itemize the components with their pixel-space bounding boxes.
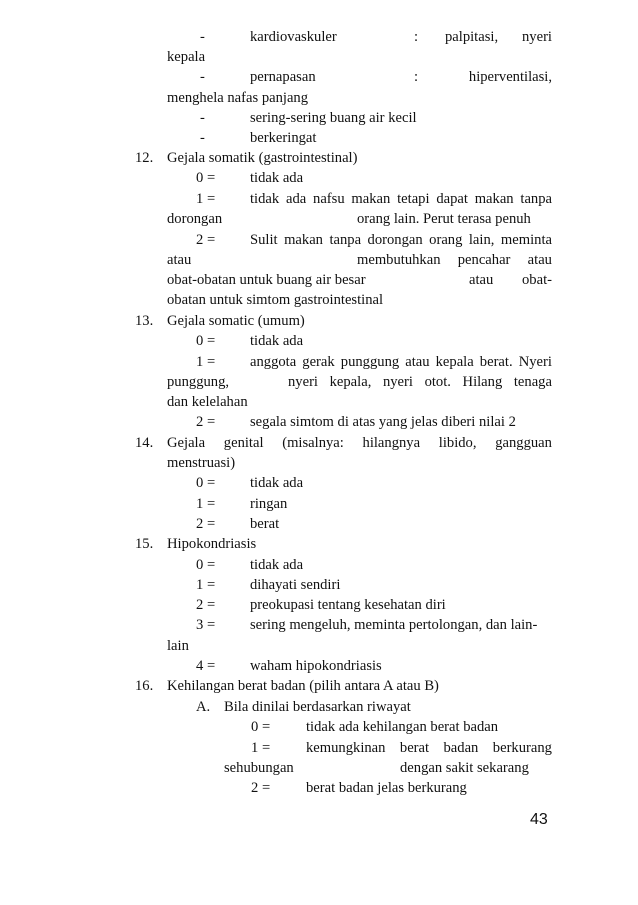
score-value: 2 = — [196, 232, 216, 248]
score-row — [0, 473, 638, 493]
word: kepala — [435, 354, 474, 370]
score-description: dihayati sendiri — [250, 577, 341, 593]
score-value: 1 = — [196, 191, 216, 207]
page-number: 43 — [530, 811, 548, 828]
score-description: tidak ada — [250, 333, 304, 349]
item-title: Kehilangan berat badan (pilih antara A atau B) — [167, 678, 439, 694]
item-15-heading — [0, 534, 638, 554]
word: (misalnya: — [282, 435, 344, 451]
item-number: 14. — [135, 435, 154, 451]
score-row — [0, 575, 638, 595]
text-line: kepala — [167, 49, 206, 65]
symptom-urination — [0, 108, 638, 128]
word: lain, — [468, 232, 495, 248]
score-value: 4 = — [196, 658, 216, 674]
item-number: 15. — [135, 536, 154, 552]
item-number: 12. — [135, 150, 154, 166]
score-description: waham hipokondriasis — [250, 658, 382, 674]
score-value: 2 = — [251, 780, 271, 796]
word: tanpa — [329, 232, 362, 248]
word: gangguan — [495, 435, 552, 451]
score-row — [0, 352, 638, 372]
word: gerak — [302, 354, 335, 370]
term: pernapasan — [250, 69, 316, 85]
word: berkurang — [492, 740, 552, 756]
word: dapat — [436, 191, 468, 207]
word: makan — [474, 191, 514, 207]
dash: - — [200, 110, 205, 126]
score-description: segala simtom di atas yang jelas diberi nilai 2 — [250, 414, 516, 430]
dash: - — [200, 130, 205, 146]
score-row — [0, 168, 638, 188]
text-segment: obat- — [522, 272, 552, 288]
word: nyeri — [382, 374, 413, 390]
word: hilangnya — [362, 435, 421, 451]
word: meminta — [500, 232, 552, 248]
word: makan — [284, 232, 323, 248]
item-13-heading — [0, 311, 638, 331]
word: tetapi — [397, 191, 430, 207]
score-row — [0, 656, 638, 676]
score-description: berat badan jelas berkurang — [306, 780, 467, 796]
subsection-a — [0, 697, 638, 717]
text-segment: atau — [469, 272, 494, 288]
word: Gejala — [167, 435, 206, 451]
word: palpitasi, — [445, 29, 499, 45]
word: nyeri — [288, 374, 318, 390]
word: pencahar — [457, 252, 511, 268]
score-row — [0, 738, 638, 758]
score-value: 2 = — [196, 597, 216, 613]
colon: : — [414, 29, 419, 45]
word: berat. — [479, 354, 513, 370]
symptom-sweating — [0, 128, 638, 148]
score-value: 2 = — [196, 414, 216, 430]
text-segment: orang lain. Perut terasa penuh — [357, 211, 531, 227]
word: nafsu — [313, 191, 345, 207]
colon: : — [414, 69, 419, 85]
score-value: 2 = — [196, 516, 216, 532]
term: kardiovaskuler — [250, 29, 337, 45]
score-description: sering mengeluh, meminta pertolongan, dan lain- — [250, 617, 538, 633]
text-line: menghela nafas panjang — [167, 90, 309, 106]
score-row — [0, 778, 638, 798]
text-segment: punggung, — [167, 374, 230, 390]
text-segment: atau — [167, 252, 192, 268]
score-value: 3 = — [196, 617, 216, 633]
score-row — [0, 230, 638, 250]
text-line — [0, 758, 638, 778]
word: libido, — [438, 435, 477, 451]
score-row — [0, 595, 638, 615]
word: ada — [285, 191, 307, 207]
score-description: tidak ada — [250, 557, 304, 573]
word: nyeri — [522, 29, 552, 45]
dash: - — [200, 29, 205, 45]
score-row — [0, 331, 638, 351]
item-14-heading — [0, 433, 638, 453]
text-line: obatan untuk simtom gastrointestinal — [167, 292, 384, 308]
word: hiperventilasi, — [468, 69, 552, 85]
score-description: ringan — [250, 496, 288, 512]
word: Hilang — [462, 374, 503, 390]
score-row — [0, 717, 638, 737]
dash: - — [200, 69, 205, 85]
text-segment: sehubungan — [224, 760, 294, 776]
symptom-text: sering-sering buang air kecil — [250, 110, 417, 126]
subsection-title: Bila dinilai berdasarkan riwayat — [224, 699, 411, 715]
word: berat — [399, 740, 430, 756]
item-16-heading — [0, 676, 638, 696]
score-description: berat — [250, 516, 280, 532]
word: atau — [527, 252, 552, 268]
item-title: Hipokondriasis — [167, 536, 257, 552]
score-value: 1 = — [251, 740, 271, 756]
item-title: Gejala somatic (umum) — [167, 313, 305, 329]
score-description: tidak ada — [250, 475, 304, 491]
word: tenaga — [513, 374, 552, 390]
score-value: 0 = — [196, 475, 216, 491]
word: Nyeri — [518, 354, 552, 370]
score-row — [0, 514, 638, 534]
score-value: 0 = — [196, 333, 216, 349]
score-value: 0 = — [196, 557, 216, 573]
score-row — [0, 412, 638, 432]
item-title: Gejala somatik (gastrointestinal) — [167, 150, 358, 166]
word: otot. — [424, 374, 451, 390]
item-12-heading — [0, 148, 638, 168]
text-line: menstruasi) — [167, 455, 236, 471]
word: makan — [351, 191, 391, 207]
symptom-text: berkeringat — [250, 130, 317, 146]
word: dorongan — [367, 232, 423, 248]
score-value: 1 = — [196, 496, 216, 512]
text-line: dan kelelahan — [167, 394, 248, 410]
word: kemungkinan — [306, 740, 386, 756]
symptom-respiratory — [0, 67, 638, 87]
word: Sulit — [250, 232, 278, 248]
word: punggung — [340, 354, 400, 370]
word: kepala, — [329, 374, 372, 390]
text-line — [0, 250, 638, 270]
word: atau — [405, 354, 430, 370]
item-number: 16. — [135, 678, 154, 694]
text-line: lain — [167, 638, 189, 654]
item-number: 13. — [135, 313, 154, 329]
score-row — [0, 494, 638, 514]
score-description: preokupasi tentang kesehatan diri — [250, 597, 446, 613]
score-row — [0, 189, 638, 209]
text-line — [0, 372, 638, 392]
score-value: 1 = — [196, 354, 216, 370]
word: badan — [443, 740, 479, 756]
score-value: 0 = — [196, 170, 216, 186]
word: orang — [429, 232, 463, 248]
score-row — [0, 615, 638, 635]
word: membutuhkan — [357, 252, 441, 268]
score-row — [0, 555, 638, 575]
text-line — [0, 209, 638, 229]
symptom-cardiovascular — [0, 27, 638, 47]
subsection-letter: A. — [196, 699, 211, 715]
word: tanpa — [520, 191, 552, 207]
word: genital — [223, 435, 264, 451]
score-description: tidak ada — [250, 170, 304, 186]
score-description: tidak ada kehilangan berat badan — [306, 719, 499, 735]
text-line — [0, 270, 638, 290]
text-segment: dengan sakit sekarang — [400, 760, 529, 776]
score-value: 0 = — [251, 719, 271, 735]
text-segment: dorongan — [167, 211, 223, 227]
text-segment: obat-obatan untuk buang air besar — [167, 272, 366, 288]
score-value: 1 = — [196, 577, 216, 593]
word: tidak — [250, 191, 280, 207]
word: anggota — [250, 354, 297, 370]
